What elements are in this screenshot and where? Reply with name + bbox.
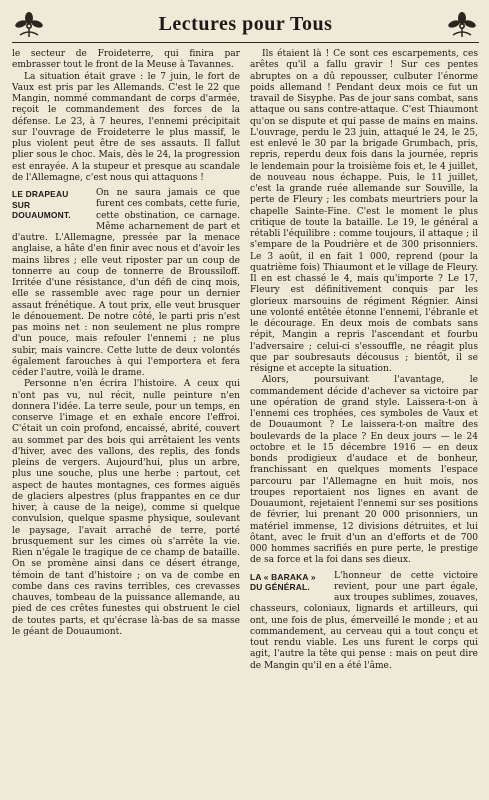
section-heading-line: LA « BARAKA »: [250, 571, 316, 582]
section-heading-line: DOUAUMONT.: [12, 210, 71, 220]
paragraph: le secteur de Froideterre, qui finira par embrasser tout le front de la Meuse à Tavannes.: [12, 49, 240, 71]
section-heading: [12, 189, 88, 221]
paragraph: Ils étaient là ! Ce sont ces escarpements, ces arêtes qu'il a fallu gravir ! Sur ces pentes abruptes on a dû repousser, culbuter l'énorme poids allemand ! Pendant deux mois ce fut un travail de Sisyphe. Pas de jour sans combat, sans attaque ou sans contre-attaque. C'est Thiaumont qu'on se dispute et qui passe de mains en mains. L'ouvrage, perdu le 23 juin, attaqué le 24, le 25, est enlevé le 30 par la brigade Grumbach, pris, repris, reperdu deux fois dans la journée, repris le lendemain pour la troisième fois et, le 4 juillet, de nouveau nous échappe. Puis, le 11 juillet, c'est la grande ruée allemande sur Souville, la perte de Fleury ; les combats meurtriers pour la chapelle Sainte-Fine. C'est le moment le plus critique de toute la bataille. Le 19, le général a rétabli l'équilibre : comme toujours, il attaque ; il s'empare de la Poudrière et de 300 prisonniers. Le 3 août, il en fait 1 000, reprend (pour la quatrième fois) Thiaumont et le village de Fleury. Il en est chassé le 4, mais qu'importe ? Le 17, Fleury est définitivement conquis par les glorieux marsouins de régiment Régnier. Ainsi une volonté entêtée étonne l'ennemi, l'ébranle et le décourage. En deux mois de combats sans répit, Mangin a repris l'ascendant et fourbu l'adversaire ; celui-ci s'essouffle, ne réagit plus que par soubresauts décousus ; bientôt, il se résigne et accepte la situation.: [250, 49, 478, 374]
section-heading-line: LE DRAPEAU: [12, 189, 69, 199]
floral-ornament-icon: [12, 9, 46, 39]
section-heading-line: DU GÉNÉRAL.: [250, 582, 310, 592]
paragraph: Personne n'en écrira l'histoire. A ceux qui n'ont pas vu, nul récit, nulle peinture n'en donnera l'idée. La terre seule, pour un temps, en conserve l'image et en exhale encore l'effroi. C'était un coin profond, encaissé, abrité, couvert au sommet par des bois qui arrêtaient les vents d'hiver, avec des vallons, des replis, des fonds pleins de vergers. Aujourd'hui, plus un arbre, plus une souche, plus une herbe : partout, cet aspect de hautes montagnes, ces formes aiguës de glaciers alpestres (plus frappantes en ce dur hiver, à cause de la neige), comme si quelque convulsion, quelque spasme physique, soulevant le paysage, l'avait arraché de terre, porté brusquement sur les cimes où s'arrête la vie. Rien n'égale le tragique de ce champ de bataille. On se promène ainsi dans ce désert étrange, témoin de tant d'histoire ; on va de combe en combe dans ces ravins terribles, ces crevasses chauves, tombeau de la puissance allemande, au pied de ces crêtes funestes qui obstruent le ciel de toutes parts, et qu'écrase là-bas de sa masse le géant de Douaumont.: [12, 379, 240, 637]
section: [12, 188, 240, 379]
running-title: Lectures pour Tous: [158, 12, 333, 35]
paragraph: Alors, poursuivant l'avantage, le commandement décide d'achever sa victoire par une opération de grand style. Laissera-t-on à l'ennemi ces trophées, ces symboles de Vaux et de Douaumont ? Le laissera-t-on maître des boulevards de la place ? En deux jours — le 24 octobre et le 15 décembre 1916 — en deux bonds prodigieux d'audace et de bonheur, franchissant en quelques moments l'espace parcouru par l'Allemagne en huit mois, nos troupes reportaient nos lignes en avant de Douaumont, rejetaient l'ennemi sur ses positions de février, lui prenant 20 000 prisonniers, un matériel immense, 12 divisions détruites, et lui ôtant, avec le fruit d'un an d'efforts et de 700 000 hommes sacrifiés en pure perte, le prestige de sa force et la foi dans ses dieux.: [250, 375, 478, 566]
section: [250, 571, 478, 672]
left-column: [12, 49, 240, 797]
paragraph: La situation était grave : le 7 juin, le fort de Vaux est pris par les Allemands. C'est le 22 que Mangin, nommé commandant de corps d'armée, reçoit le commandement des forces de la défense. Le 23, à 7 heures, l'ennemi précipitait sur l'ouvrage de Froideterre le plus massif, le plus violent peut être de ses assauts. Il fallut plier sous le choc. Mais, dès le 24, la progression est enrayée. A la stupeur et presque au scandale de l'Allemagne, c'est nous qui attaquons !: [12, 71, 240, 183]
section-heading: [250, 572, 326, 593]
paragraph: L'honneur de cette victoire revient, pour une part égale, aux troupes sublimes, zouaves, chasseurs, coloniaux, lignards et artilleurs, qui ont, une fois de plus, émerveillé le monde ; et au commandement, au cerveau qui a tout conçu et tout rendu viable. Les uns furent le corps qui agit, l'autre la tête qui pense : mais on peut dire de Mangin qu'il en a été l'âme.: [250, 570, 478, 671]
two-column-body: [12, 49, 479, 797]
section-heading-line: SUR: [12, 199, 31, 210]
right-column: [250, 49, 478, 797]
page-header: [12, 6, 479, 43]
floral-ornament-icon: [445, 9, 479, 39]
paragraph: On ne saura jamais ce que furent ces combats, cette furie, cette obstination, ce carnage. Même acharnement de part et d'autre. L'Allemagne, pressée par la menace anglaise, a hâte d'en finir avec nous et d'avoir les mains libres ; elle veut riposter par un coup de tonnerre au coup de tonnerre de Broussiloff. Irritée d'une résistance, d'un défi de cinq mois, elle se rassemble avec rage pour un dernier assaut frénétique. A tout prix, elle veut brusquer le dénouement. De notre côté, le parti pris n'est pas moins net : non seulement ne plus rompre d'un pouce, mais refouler l'ennemi ; ne plus subir, mais vaincre. Cette lutte de deux volontés également farouches à qui l'emportera et fera céder l'autre, voilà le drame.: [12, 188, 240, 378]
